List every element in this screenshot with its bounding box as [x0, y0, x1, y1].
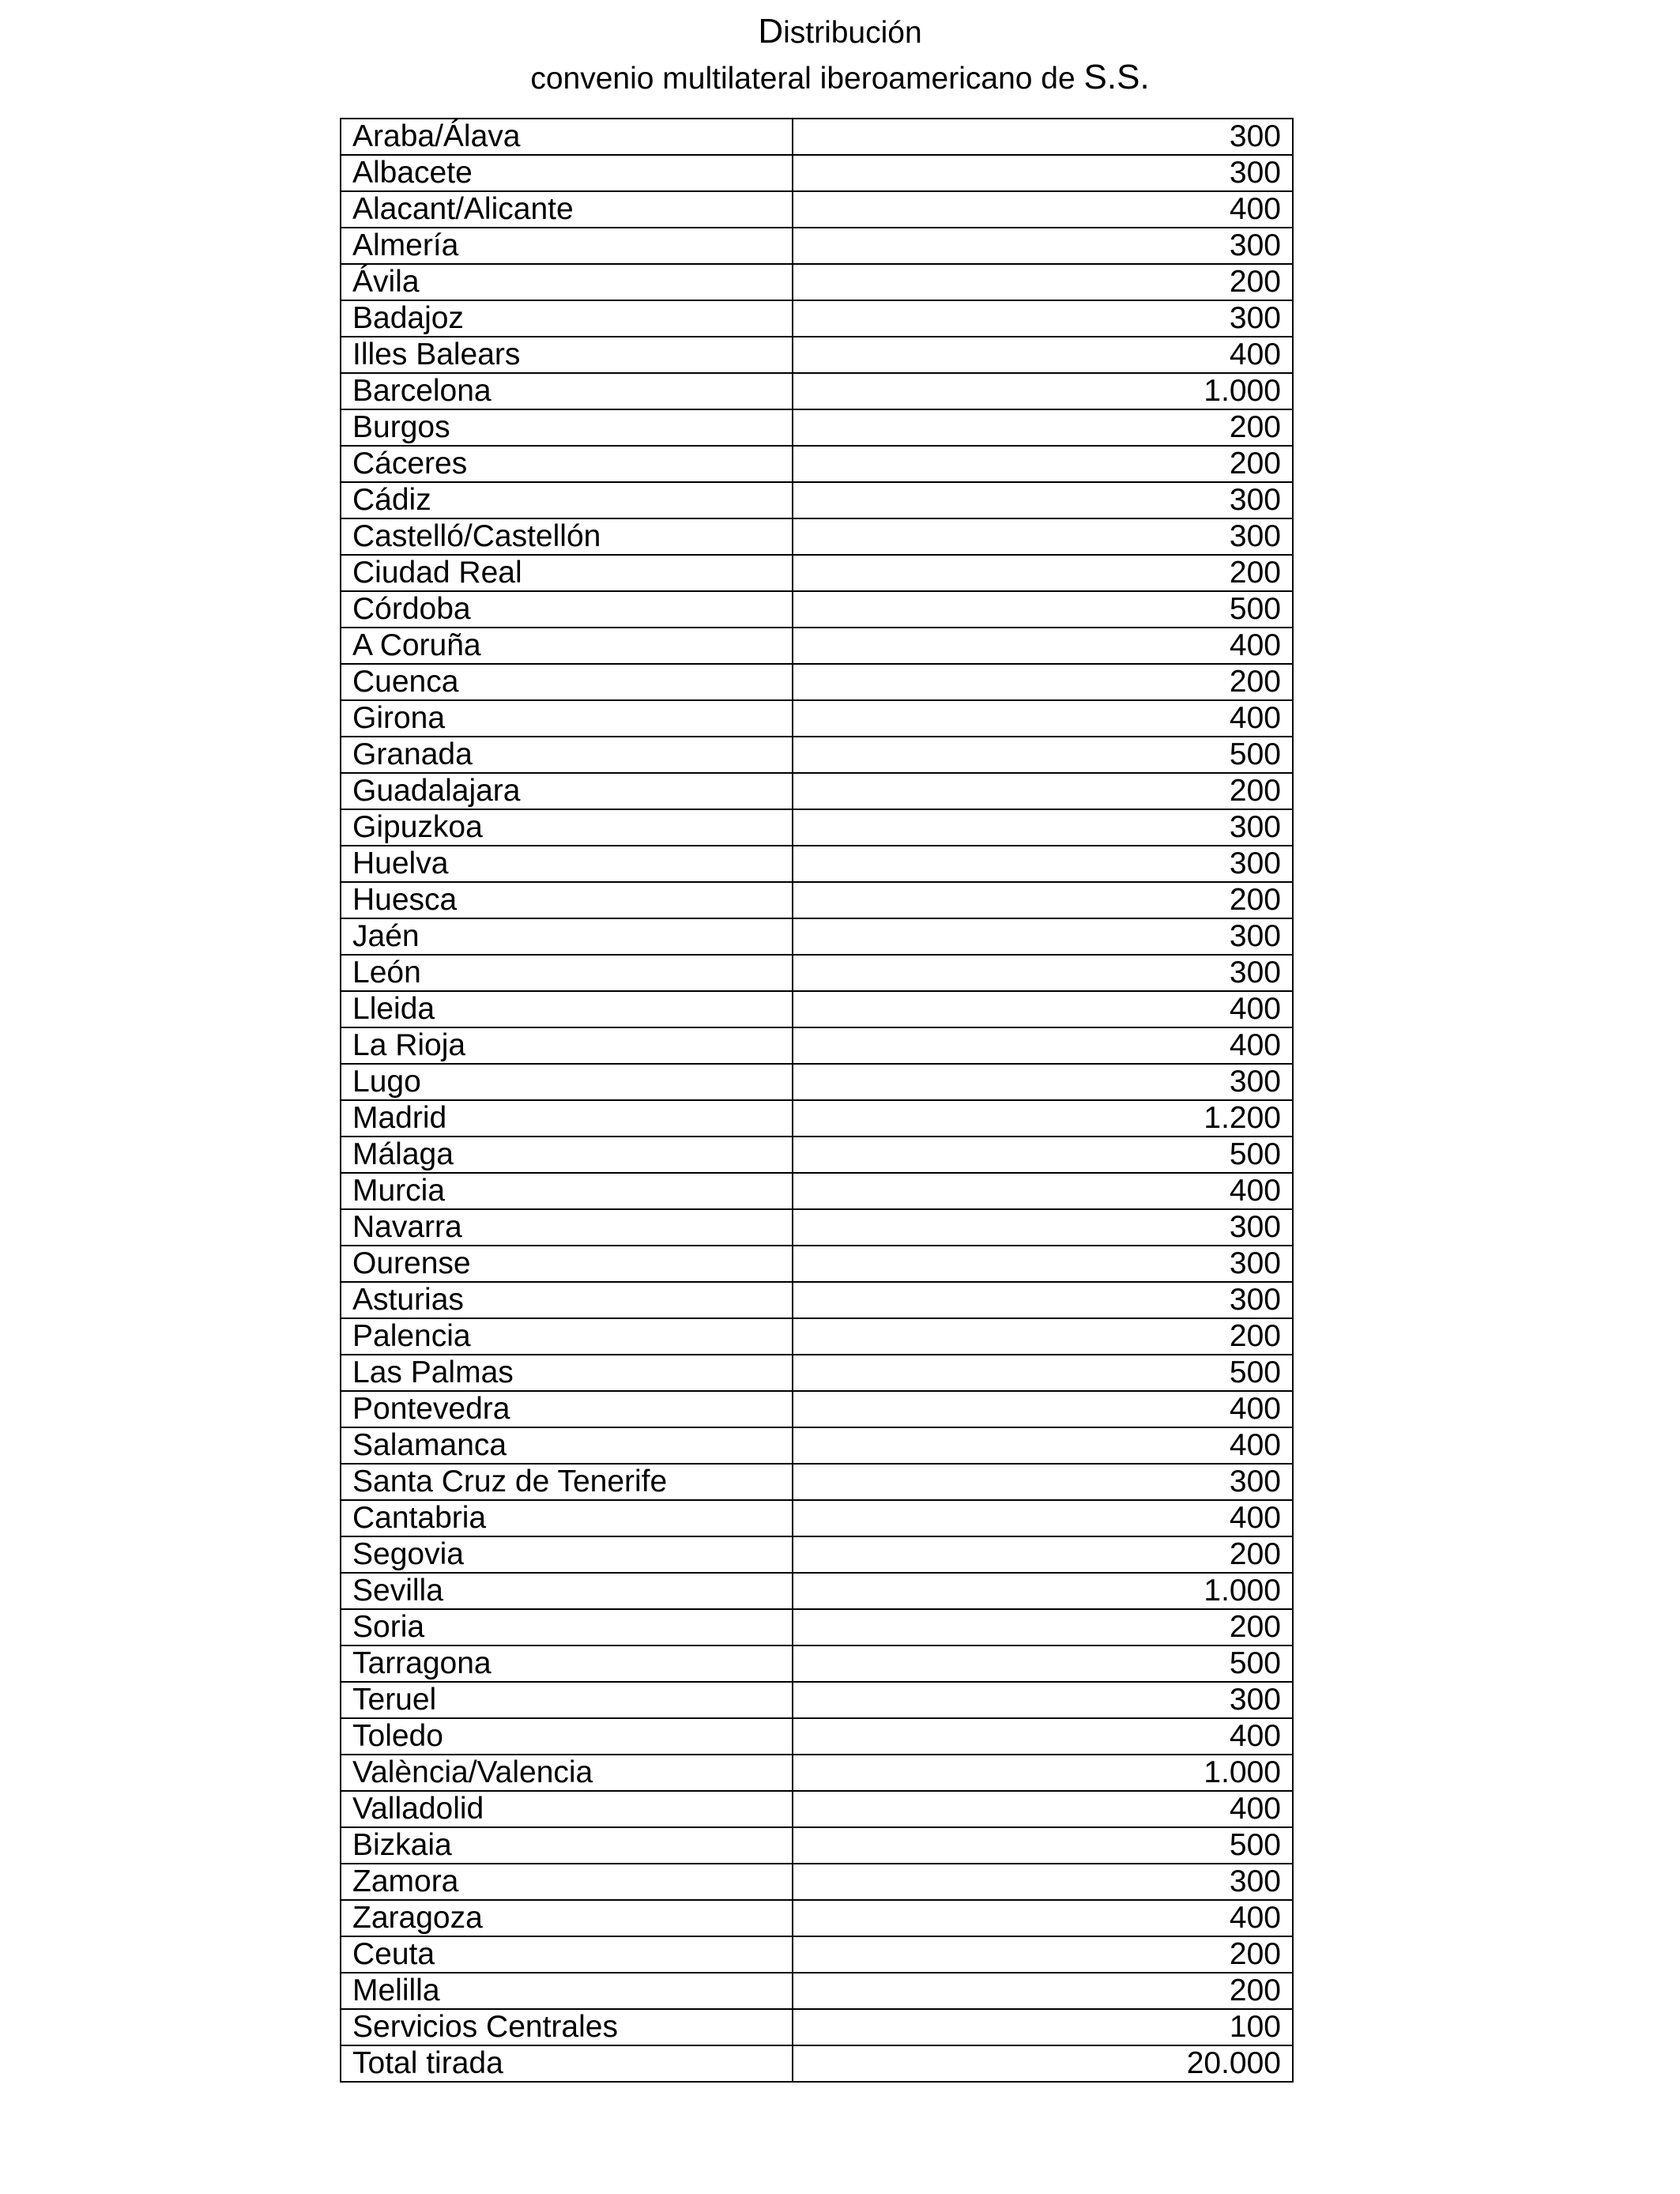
table-row [341, 809, 1293, 846]
table-row [341, 664, 1293, 700]
quantity-cell: 200 [793, 264, 1293, 300]
table-row [341, 1173, 1293, 1209]
quantity-cell: 200 [793, 555, 1293, 591]
province-name-cell: Asturias [341, 1282, 793, 1318]
title-initial: D [758, 12, 784, 51]
quantity-cell: 1.000 [793, 1755, 1293, 1791]
province-name-cell: Servicios Centrales [341, 2009, 793, 2045]
quantity-cell: 500 [793, 1137, 1293, 1173]
quantity-cell: 200 [793, 446, 1293, 482]
province-name-cell: Málaga [341, 1137, 793, 1173]
table-row [341, 1209, 1293, 1246]
province-name-cell: Burgos [341, 409, 793, 446]
quantity-cell: 300 [793, 300, 1293, 337]
province-name-cell: Valladolid [341, 1791, 793, 1827]
quantity-cell: 300 [793, 228, 1293, 264]
title-line-1 [0, 9, 1680, 55]
table-row [341, 1464, 1293, 1500]
province-name-cell: Jaén [341, 918, 793, 955]
province-name-cell: Cádiz [341, 482, 793, 518]
province-name-cell: Cuenca [341, 664, 793, 700]
province-name-cell: Soria [341, 1609, 793, 1646]
province-name-cell: Tarragona [341, 1646, 793, 1682]
quantity-cell: 300 [793, 918, 1293, 955]
table-row [341, 155, 1293, 191]
quantity-cell: 300 [793, 1282, 1293, 1318]
table-row [341, 1137, 1293, 1173]
province-name-cell: Cáceres [341, 446, 793, 482]
province-name-cell: Ceuta [341, 1936, 793, 1973]
province-name-cell: Ávila [341, 264, 793, 300]
quantity-cell: 300 [793, 1864, 1293, 1900]
province-name-cell: Girona [341, 700, 793, 737]
quantity-cell: 400 [793, 628, 1293, 664]
quantity-cell: 400 [793, 1500, 1293, 1536]
quantity-cell: 200 [793, 1936, 1293, 1973]
table-row [341, 1246, 1293, 1282]
table-row [341, 1791, 1293, 1827]
province-name-cell: Huesca [341, 882, 793, 918]
province-name-cell: Las Palmas [341, 1355, 793, 1391]
quantity-cell: 20.000 [793, 2045, 1293, 2082]
table-row [341, 2009, 1293, 2045]
province-name-cell: Pontevedra [341, 1391, 793, 1427]
table-row [341, 2045, 1293, 2082]
quantity-cell: 200 [793, 1318, 1293, 1355]
quantity-cell: 300 [793, 1464, 1293, 1500]
quantity-cell: 400 [793, 700, 1293, 737]
table-row [341, 591, 1293, 628]
title-rest: istribución [783, 16, 922, 50]
province-name-cell: Segovia [341, 1536, 793, 1573]
province-name-cell: Navarra [341, 1209, 793, 1246]
province-name-cell: A Coruña [341, 628, 793, 664]
quantity-cell: 300 [793, 155, 1293, 191]
table-row [341, 1864, 1293, 1900]
table-row [341, 373, 1293, 409]
province-name-cell: Gipuzkoa [341, 809, 793, 846]
province-name-cell: Castelló/Castellón [341, 518, 793, 555]
quantity-cell: 200 [793, 882, 1293, 918]
table-row [341, 918, 1293, 955]
province-name-cell: León [341, 955, 793, 991]
province-name-cell: Lleida [341, 991, 793, 1027]
quantity-cell: 500 [793, 1355, 1293, 1391]
quantity-cell: 400 [793, 1900, 1293, 1936]
table-row [341, 1609, 1293, 1646]
province-name-cell: Araba/Álava [341, 119, 793, 155]
province-name-cell: Sevilla [341, 1573, 793, 1609]
province-name-cell: Alacant/Alicante [341, 191, 793, 228]
quantity-cell: 200 [793, 409, 1293, 446]
subtitle-tail: S.S. [1083, 58, 1150, 96]
province-name-cell: Guadalajara [341, 773, 793, 809]
province-name-cell: Santa Cruz de Tenerife [341, 1464, 793, 1500]
table-row [341, 1755, 1293, 1791]
province-name-cell: Total tirada [341, 2045, 793, 2082]
table-row [341, 1573, 1293, 1609]
table-row [341, 737, 1293, 773]
table-row [341, 228, 1293, 264]
table-row [341, 1827, 1293, 1864]
table-row [341, 1900, 1293, 1936]
province-name-cell: Zaragoza [341, 1900, 793, 1936]
table-row [341, 1100, 1293, 1137]
quantity-cell: 100 [793, 2009, 1293, 2045]
table-row [341, 300, 1293, 337]
quantity-cell: 400 [793, 337, 1293, 373]
page-title [0, 9, 1680, 101]
province-name-cell: Cantabria [341, 1500, 793, 1536]
table-row [341, 1973, 1293, 2009]
province-name-cell: Almería [341, 228, 793, 264]
quantity-cell: 400 [793, 991, 1293, 1027]
quantity-cell: 500 [793, 737, 1293, 773]
province-name-cell: Madrid [341, 1100, 793, 1137]
quantity-cell: 400 [793, 1791, 1293, 1827]
quantity-cell: 1.200 [793, 1100, 1293, 1137]
table-row [341, 1646, 1293, 1682]
province-name-cell: Palencia [341, 1318, 793, 1355]
quantity-cell: 200 [793, 773, 1293, 809]
quantity-cell: 200 [793, 1609, 1293, 1646]
table-row [341, 628, 1293, 664]
province-name-cell: Teruel [341, 1682, 793, 1718]
table-row [341, 1027, 1293, 1064]
table-row [341, 1391, 1293, 1427]
table-row [341, 409, 1293, 446]
quantity-cell: 400 [793, 1173, 1293, 1209]
table-row [341, 991, 1293, 1027]
quantity-cell: 300 [793, 846, 1293, 882]
table-row [341, 1427, 1293, 1464]
table-row [341, 119, 1293, 155]
table-row [341, 446, 1293, 482]
province-name-cell: València/Valencia [341, 1755, 793, 1791]
quantity-cell: 1.000 [793, 1573, 1293, 1609]
quantity-cell: 300 [793, 1209, 1293, 1246]
table-row [341, 518, 1293, 555]
quantity-cell: 200 [793, 664, 1293, 700]
quantity-cell: 400 [793, 191, 1293, 228]
table-row [341, 1500, 1293, 1536]
province-name-cell: Badajoz [341, 300, 793, 337]
province-name-cell: Ourense [341, 1246, 793, 1282]
distribution-table-body [341, 119, 1293, 2082]
table-row [341, 1936, 1293, 1973]
province-name-cell: Zamora [341, 1864, 793, 1900]
quantity-cell: 300 [793, 1064, 1293, 1100]
table-row [341, 700, 1293, 737]
quantity-cell: 400 [793, 1391, 1293, 1427]
table-row [341, 1536, 1293, 1573]
table-row [341, 264, 1293, 300]
quantity-cell: 300 [793, 809, 1293, 846]
quantity-cell: 1.000 [793, 373, 1293, 409]
province-name-cell: Salamanca [341, 1427, 793, 1464]
quantity-cell: 300 [793, 1682, 1293, 1718]
table-row [341, 1064, 1293, 1100]
table-row [341, 882, 1293, 918]
table-row [341, 555, 1293, 591]
province-name-cell: Córdoba [341, 591, 793, 628]
table-row [341, 846, 1293, 882]
province-name-cell: Murcia [341, 1173, 793, 1209]
quantity-cell: 500 [793, 1646, 1293, 1682]
province-name-cell: Granada [341, 737, 793, 773]
quantity-cell: 300 [793, 518, 1293, 555]
table-row [341, 1355, 1293, 1391]
quantity-cell: 500 [793, 591, 1293, 628]
quantity-cell: 400 [793, 1718, 1293, 1755]
quantity-cell: 400 [793, 1027, 1293, 1064]
province-name-cell: Barcelona [341, 373, 793, 409]
table-row [341, 1682, 1293, 1718]
province-name-cell: Illes Balears [341, 337, 793, 373]
table-row [341, 773, 1293, 809]
table-row [341, 482, 1293, 518]
table-row [341, 1718, 1293, 1755]
distribution-table [340, 118, 1294, 2083]
quantity-cell: 300 [793, 119, 1293, 155]
province-name-cell: La Rioja [341, 1027, 793, 1064]
subtitle-main: convenio multilateral iberoamericano de [530, 62, 1084, 96]
quantity-cell: 500 [793, 1827, 1293, 1864]
province-name-cell: Melilla [341, 1973, 793, 2009]
table-row [341, 191, 1293, 228]
province-name-cell: Bizkaia [341, 1827, 793, 1864]
table-row [341, 955, 1293, 991]
quantity-cell: 200 [793, 1973, 1293, 2009]
quantity-cell: 300 [793, 955, 1293, 991]
province-name-cell: Albacete [341, 155, 793, 191]
quantity-cell: 400 [793, 1427, 1293, 1464]
quantity-cell: 300 [793, 1246, 1293, 1282]
table-row [341, 1318, 1293, 1355]
province-name-cell: Toledo [341, 1718, 793, 1755]
quantity-cell: 200 [793, 1536, 1293, 1573]
quantity-cell: 300 [793, 482, 1293, 518]
province-name-cell: Ciudad Real [341, 555, 793, 591]
table-row [341, 337, 1293, 373]
province-name-cell: Lugo [341, 1064, 793, 1100]
table-row [341, 1282, 1293, 1318]
province-name-cell: Huelva [341, 846, 793, 882]
title-line-2 [0, 55, 1680, 101]
